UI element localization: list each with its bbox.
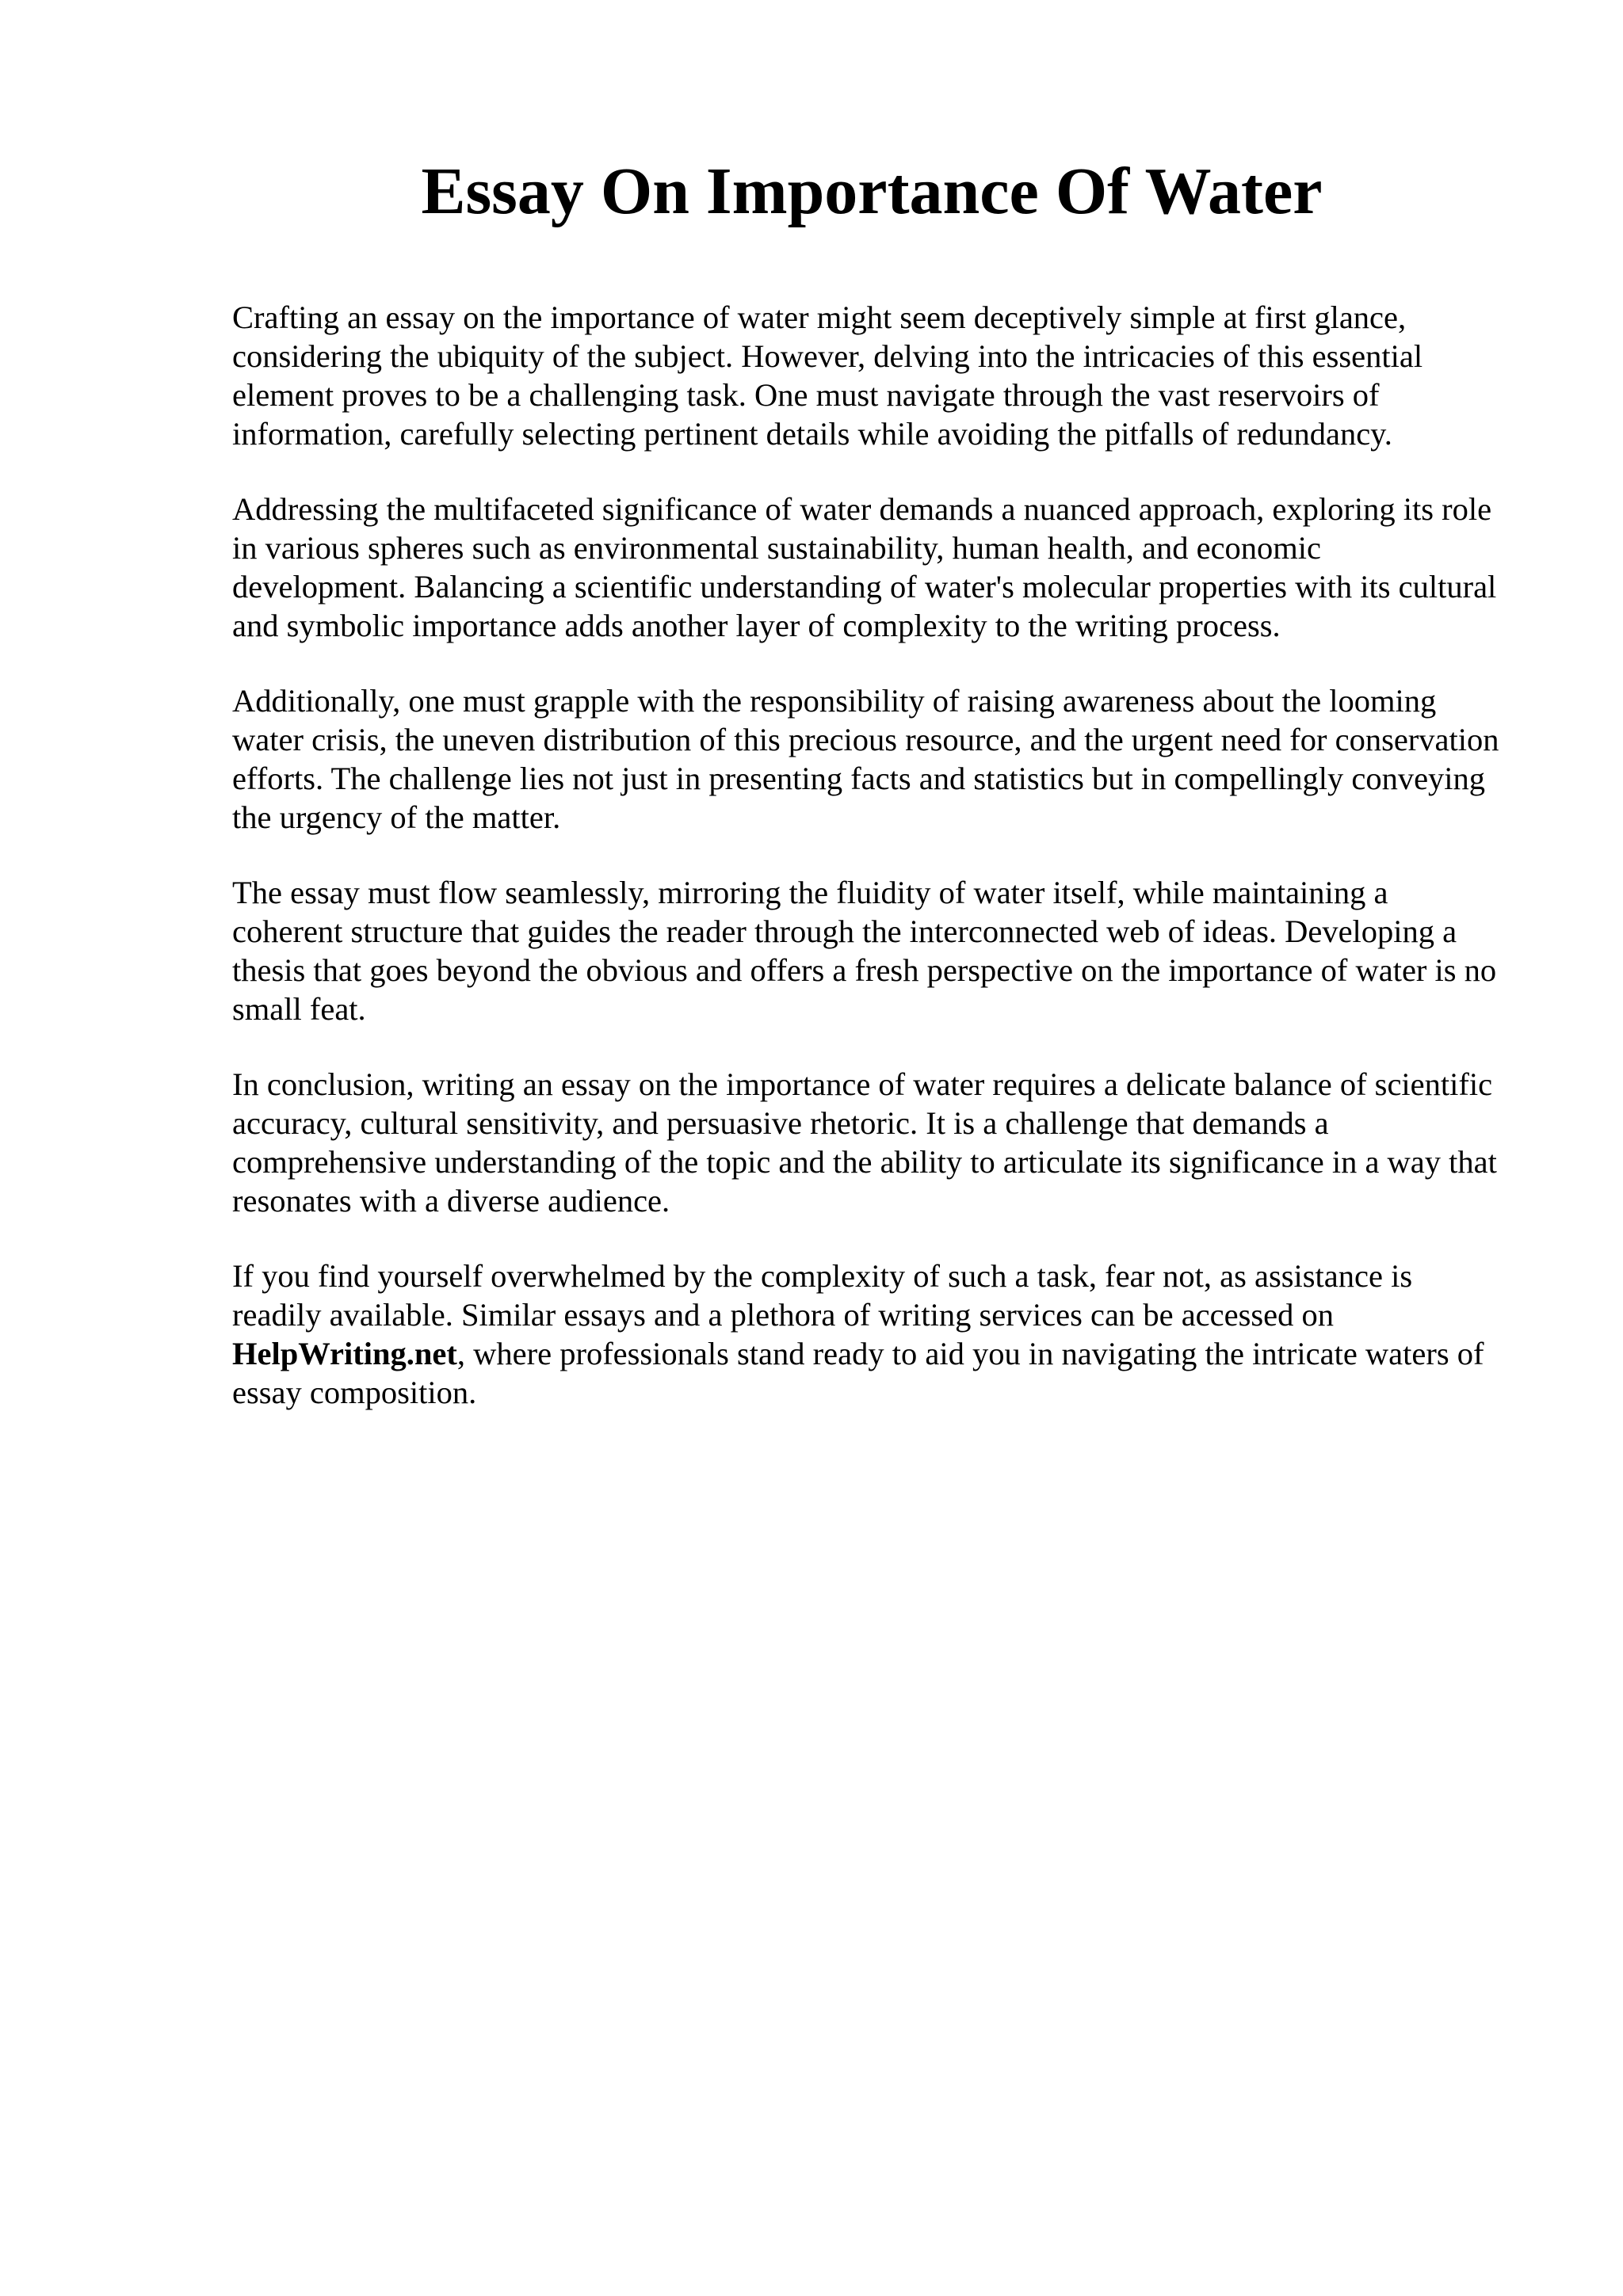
closing-text-after: , where professionals stand ready to aid you in navigating the intricate waters of essay composition. [232, 1336, 1484, 1410]
document-title: Essay On Importance Of Water [421, 154, 1323, 228]
helpwriting-link[interactable]: HelpWriting.net [232, 1336, 457, 1371]
paragraph-closing [232, 1257, 1500, 1412]
paragraph-5: In conclusion, writing an essay on the importance of water requires a delicate balance of scientific accuracy, cultural sensitivity, and persuasive rhetoric. It is a challenge that demands a comprehensive understanding of the topic and the ability to articulate its significance in a way that resonates with a diverse audience. [232, 1066, 1497, 1219]
paragraph-4: The essay must flow seamlessly, mirroring the fluidity of water itself, while maintaining a coherent structure that guides the reader through the interconnected web of ideas. Developing a thesis that goes beyond the obvious and offers a fresh perspective on the importance of water is no small feat. [232, 875, 1497, 1027]
paragraph-2: Addressing the multifaceted significance of water demands a nuanced approach, exploring its role in various spheres such as environmental sustainability, human health, and economic development. Balancing a scientific understanding of water's molecular properties with its cultural and symbolic importance adds another layer of complexity to the writing process. [232, 491, 1497, 643]
document-body [232, 298, 1500, 1448]
paragraph-1: Crafting an essay on the importance of water might seem deceptively simple at first glance, considering the ubiquity of the subject. However, delving into the intricacies of this essential element proves to be a challenging task. One must navigate through the vast reservoirs of information, carefully selecting pertinent details while avoiding the pitfalls of redundancy. [232, 299, 1423, 452]
closing-text-before: If you find yourself overwhelmed by the complexity of such a task, fear not, as assistance is readily available. Similar essays and a plethora of writing services can be accessed on [232, 1258, 1413, 1333]
paragraph-3: Additionally, one must grapple with the responsibility of raising awareness about the looming water crisis, the uneven distribution of this precious resource, and the urgent need for conservation efforts. The challenge lies not just in presenting facts and statistics but in compellingly conveying the urgency of the matter. [232, 683, 1499, 835]
